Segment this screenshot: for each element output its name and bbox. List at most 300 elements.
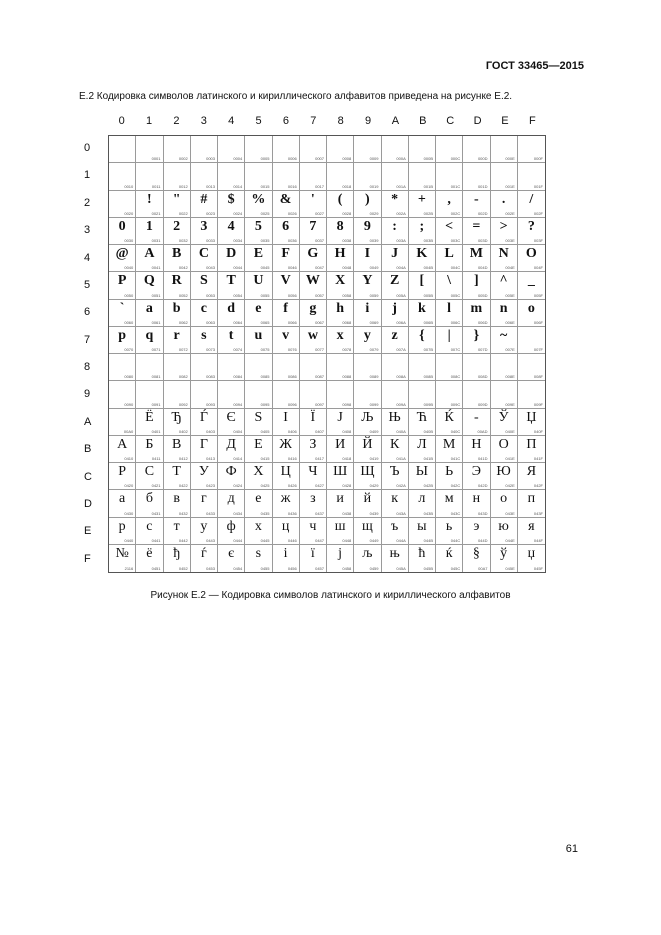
table-cell <box>273 545 300 572</box>
table-cell <box>273 327 300 354</box>
cell-code: 044A <box>396 537 406 543</box>
cell-code: 0453 <box>206 566 215 571</box>
table-cell <box>136 354 163 381</box>
row-headers <box>84 135 106 573</box>
cell-glyph: N <box>498 246 509 261</box>
cell-code: 007A <box>396 347 406 352</box>
cell-code: 0090 <box>124 401 134 407</box>
cell-glyph: l <box>447 300 452 316</box>
cell-code: 000D <box>477 156 488 162</box>
cell-code: 006F <box>533 319 543 325</box>
cell-code: 005C <box>450 292 461 298</box>
table-cell <box>354 218 381 245</box>
table-cell <box>463 409 490 436</box>
cell-code: 003D <box>477 238 488 243</box>
cell-code: 0065 <box>260 319 270 325</box>
table-cell <box>327 381 354 408</box>
cell-code: 0033 <box>206 238 215 243</box>
cell-code: 0404 <box>233 428 243 434</box>
cell-code: 0403 <box>206 428 215 434</box>
cell-glyph: > <box>499 218 508 234</box>
cell-code: 006C <box>450 319 461 325</box>
cell-code: 0060 <box>124 319 134 325</box>
table-cell <box>436 381 463 408</box>
cell-glyph: Љ <box>361 409 374 425</box>
table-cell <box>463 381 490 408</box>
table-cell <box>136 381 163 408</box>
cell-code: 0070 <box>124 347 134 352</box>
table-cell <box>191 163 218 190</box>
cell-code: 007F <box>533 347 543 352</box>
cell-glyph: m <box>470 300 483 316</box>
cell-code: 0099 <box>369 401 379 407</box>
table-cell <box>327 436 354 463</box>
cell-code: 0072 <box>178 347 188 352</box>
cell-code: 008D <box>477 374 488 380</box>
cell-glyph: ш <box>334 518 346 534</box>
table-cell <box>409 490 436 517</box>
table-cell <box>191 272 218 299</box>
cell-glyph: e <box>255 300 262 316</box>
cell-glyph: d <box>227 300 236 316</box>
cell-code: 0451 <box>151 566 161 571</box>
cell-code: 0441 <box>151 537 161 543</box>
cell-code: 0073 <box>206 347 215 352</box>
cell-code: 003F <box>533 238 543 243</box>
cell-glyph: w <box>307 327 318 343</box>
cell-glyph: - <box>474 191 479 207</box>
cell-glyph: . <box>501 191 506 207</box>
cell-glyph: = <box>472 218 481 234</box>
cell-code: 009C <box>450 401 461 407</box>
cell-code: 0028 <box>342 210 352 216</box>
table-cell <box>491 518 518 545</box>
cell-code: 007B <box>423 347 433 352</box>
table-cell <box>273 518 300 545</box>
cell-code: 0015 <box>260 183 270 189</box>
cell-glyph: ] <box>474 273 479 289</box>
table-cell <box>463 163 490 190</box>
table-cell <box>327 300 354 327</box>
cell-code: 042F <box>533 483 543 489</box>
cell-code: 0066 <box>287 319 297 325</box>
cell-code: 0068 <box>342 319 352 325</box>
row-header: A <box>84 415 92 428</box>
cell-glyph: Ј <box>337 409 343 425</box>
cell-code: 0440 <box>124 537 134 543</box>
cell-glyph: д <box>227 491 235 507</box>
column-header: 0 <box>118 115 125 127</box>
cell-code: 0019 <box>369 183 379 189</box>
cell-glyph: ь <box>445 518 453 534</box>
table-cell <box>382 300 409 327</box>
table-cell <box>136 409 163 436</box>
column-header: E <box>501 115 509 127</box>
table-cell <box>164 136 191 163</box>
cell-glyph: н <box>472 491 481 507</box>
cell-glyph: | <box>447 327 451 343</box>
cell-code: 0411 <box>151 456 161 461</box>
cell-code: 0413 <box>206 456 215 461</box>
cell-glyph: O <box>525 246 537 261</box>
cell-glyph: * <box>391 191 399 207</box>
cell-code: 009B <box>423 401 433 407</box>
cell-glyph: Ќ <box>444 409 454 425</box>
table-cell <box>273 163 300 190</box>
table-cell <box>136 245 163 272</box>
cell-code: 043E <box>505 510 515 516</box>
table-cell <box>327 518 354 545</box>
cell-code: 0446 <box>287 537 297 543</box>
cell-code: 0032 <box>178 238 188 243</box>
table-cell <box>354 245 381 272</box>
cell-glyph: x <box>336 327 344 343</box>
table-cell <box>354 436 381 463</box>
cell-glyph: 8 <box>336 218 344 234</box>
cell-glyph: и <box>336 491 344 507</box>
table-cell <box>273 354 300 381</box>
cell-code: 0057 <box>315 292 324 298</box>
table-cell <box>109 163 136 190</box>
cell-glyph: й <box>363 491 372 507</box>
cell-glyph: Я <box>526 464 537 479</box>
table-cell <box>327 218 354 245</box>
cell-code: 0093 <box>206 401 215 407</box>
cell-code: 0001 <box>151 156 161 162</box>
cell-glyph: Ф <box>225 464 237 479</box>
cell-glyph: 4 <box>227 218 235 234</box>
cell-code: 0080 <box>124 374 134 380</box>
cell-code: 008B <box>423 374 433 380</box>
cell-code: 001A <box>396 183 406 189</box>
table-cell <box>518 436 545 463</box>
cell-glyph: j <box>392 300 397 316</box>
table-cell <box>491 409 518 436</box>
cell-code: 0036 <box>287 238 297 243</box>
table-cell <box>109 354 136 381</box>
cell-glyph: Ш <box>333 464 348 479</box>
table-cell <box>409 136 436 163</box>
table-cell <box>327 327 354 354</box>
cell-code: 040E <box>505 428 515 434</box>
cell-glyph: + <box>417 191 426 207</box>
table-cell <box>354 490 381 517</box>
cell-glyph: X <box>335 273 346 289</box>
table-cell <box>382 409 409 436</box>
cell-glyph: L <box>444 246 454 261</box>
column-header: A <box>391 115 400 127</box>
cell-code: 004A <box>396 265 406 271</box>
cell-glyph: P <box>117 273 127 289</box>
cell-code: 0058 <box>342 292 352 298</box>
table-cell <box>191 327 218 354</box>
cell-code: 0445 <box>260 537 270 543</box>
cell-code: 0089 <box>369 374 379 380</box>
table-cell <box>327 409 354 436</box>
table-cell <box>109 136 136 163</box>
table-cell <box>436 300 463 327</box>
table-cell <box>109 436 136 463</box>
table-cell <box>164 354 191 381</box>
cell-glyph: v <box>282 327 290 343</box>
cell-code: 00A7 <box>478 566 488 571</box>
table-cell <box>518 381 545 408</box>
cell-glyph: Г <box>199 436 208 452</box>
cell-glyph: I <box>364 246 371 261</box>
cell-glyph: h <box>336 300 345 316</box>
character-code-table <box>108 135 546 573</box>
cell-code: 042A <box>396 483 406 489</box>
table-cell <box>164 272 191 299</box>
cell-code: 001C <box>450 183 461 189</box>
cell-code: 0458 <box>342 566 352 571</box>
table-cell <box>409 272 436 299</box>
table-cell <box>354 381 381 408</box>
cell-glyph: 5 <box>254 218 262 234</box>
table-cell <box>136 436 163 463</box>
table-cell <box>354 136 381 163</box>
table-cell <box>136 136 163 163</box>
cell-glyph: A <box>144 246 155 261</box>
table-cell <box>136 300 163 327</box>
table-cell <box>164 463 191 490</box>
table-cell <box>436 163 463 190</box>
table-cell <box>164 381 191 408</box>
cell-code: 0014 <box>233 183 243 189</box>
cell-code: 0091 <box>151 401 161 407</box>
cell-code: 0419 <box>369 456 379 461</box>
table-cell <box>327 163 354 190</box>
table-cell <box>164 490 191 517</box>
cell-code: 0092 <box>178 401 188 407</box>
cell-glyph: А <box>117 436 128 452</box>
cell-glyph: § <box>472 545 480 561</box>
intro-paragraph: Е.2 Кодировка символов латинского и кириллического алфавитов приведена на рисунке Е.2. <box>79 91 513 102</box>
cell-glyph: : <box>392 218 397 234</box>
cell-code: 0074 <box>233 347 243 352</box>
table-cell <box>273 409 300 436</box>
cell-glyph: a <box>145 300 153 316</box>
table-cell <box>245 218 272 245</box>
table-cell <box>218 272 245 299</box>
cell-glyph: З <box>309 436 317 452</box>
cell-glyph: t <box>228 327 234 343</box>
cell-glyph: E <box>253 246 264 261</box>
cell-glyph: щ <box>361 518 373 534</box>
cell-code: 0002 <box>178 156 188 162</box>
cell-glyph: љ <box>362 545 373 561</box>
table-cell <box>164 436 191 463</box>
cell-code: 006D <box>477 319 488 325</box>
table-cell <box>491 191 518 218</box>
cell-code: 0005 <box>260 156 270 162</box>
cell-glyph: Ё <box>145 409 154 425</box>
cell-code: 0405 <box>260 428 270 434</box>
cell-code: 0442 <box>178 537 188 543</box>
cell-code: 045A <box>396 566 406 571</box>
cell-code: 0021 <box>151 210 161 216</box>
table-cell <box>491 272 518 299</box>
table-cell <box>518 463 545 490</box>
table-cell <box>300 327 327 354</box>
cell-code: 0043 <box>206 265 215 271</box>
cell-glyph: n <box>499 300 508 316</box>
cell-code: 044C <box>450 537 461 543</box>
cell-glyph: Е <box>254 436 263 452</box>
cell-code: 006E <box>505 319 515 325</box>
cell-glyph: , <box>447 191 451 207</box>
table-cell <box>273 463 300 490</box>
cell-code: 044B <box>423 537 433 543</box>
table-cell <box>436 136 463 163</box>
table-cell <box>518 518 545 545</box>
cell-glyph: c <box>200 300 207 316</box>
table-cell <box>136 327 163 354</box>
table-cell <box>491 490 518 517</box>
cell-glyph: К <box>389 436 400 452</box>
cell-glyph: П <box>526 436 537 452</box>
cell-glyph: 7 <box>309 218 317 234</box>
page-number: 61 <box>565 843 578 855</box>
table-cell <box>409 327 436 354</box>
cell-code: 0041 <box>151 265 161 271</box>
column-header: 1 <box>146 115 153 127</box>
cell-glyph: u <box>254 327 263 343</box>
cell-glyph: г <box>201 491 207 507</box>
cell-glyph: " <box>172 191 181 207</box>
cell-code: 0046 <box>287 265 297 271</box>
cell-code: 005E <box>505 292 515 298</box>
table-cell <box>354 163 381 190</box>
cell-glyph: Ї <box>310 409 316 425</box>
cell-code: 0085 <box>260 374 270 380</box>
cell-code: 0054 <box>233 292 243 298</box>
cell-glyph: 2 <box>173 218 181 234</box>
cell-code: 0049 <box>369 265 379 271</box>
cell-glyph: k <box>417 300 426 316</box>
table-cell <box>164 300 191 327</box>
cell-code: 0097 <box>315 401 324 407</box>
cell-code: 0426 <box>287 483 297 489</box>
cell-glyph: п <box>527 491 536 507</box>
cell-code: 045C <box>450 566 461 571</box>
table-cell <box>463 545 490 572</box>
table-cell <box>245 191 272 218</box>
cell-glyph: ; <box>419 218 425 234</box>
table-cell <box>218 354 245 381</box>
cell-code: 001B <box>423 183 433 189</box>
cell-glyph: [ <box>419 273 425 289</box>
cell-code: 0047 <box>315 265 324 271</box>
cell-glyph: 1 <box>145 218 153 234</box>
cell-glyph: Ц <box>280 464 291 479</box>
cell-glyph: р <box>118 518 126 534</box>
cell-code: 040F <box>533 428 543 434</box>
cell-code: 004E <box>505 265 515 271</box>
table-cell <box>354 300 381 327</box>
table-cell <box>191 490 218 517</box>
cell-code: 0410 <box>124 456 134 461</box>
table-cell <box>382 191 409 218</box>
table-cell <box>300 354 327 381</box>
cell-code: 0037 <box>315 238 324 243</box>
cell-code: 0421 <box>151 483 161 489</box>
cell-code: 000C <box>450 156 461 162</box>
cell-glyph: # <box>200 191 208 207</box>
table-cell <box>109 327 136 354</box>
cell-code: 041B <box>423 456 433 461</box>
cell-code: 0030 <box>124 238 134 243</box>
cell-glyph: С <box>144 464 155 479</box>
cell-glyph: Р <box>118 464 127 479</box>
cell-code: 004C <box>450 265 461 271</box>
cell-glyph: b <box>172 300 181 316</box>
cell-code: 0084 <box>233 374 243 380</box>
cell-code: 0406 <box>287 428 297 434</box>
cell-glyph: 3 <box>200 218 208 234</box>
cell-code: 0075 <box>260 347 270 352</box>
table-cell <box>436 545 463 572</box>
cell-glyph: Х <box>253 464 264 479</box>
cell-glyph: ` <box>119 300 125 316</box>
cell-code: 0017 <box>315 183 324 189</box>
cell-code: 0444 <box>233 537 243 543</box>
cell-glyph: r <box>173 327 180 343</box>
cell-code: 0052 <box>178 292 188 298</box>
table-cell <box>518 327 545 354</box>
cell-glyph: $ <box>227 191 235 207</box>
cell-code: 0027 <box>315 210 324 216</box>
cell-glyph: Q <box>143 273 155 289</box>
cell-glyph: Ђ <box>171 409 182 425</box>
cell-glyph: М <box>442 436 456 452</box>
column-header: 4 <box>228 115 235 127</box>
table-cell <box>191 136 218 163</box>
table-cell <box>518 245 545 272</box>
cell-glyph: G <box>307 246 319 261</box>
cell-glyph: Д <box>226 436 236 452</box>
table-cell <box>109 272 136 299</box>
cell-glyph: Ю <box>496 464 511 479</box>
cell-glyph: б <box>145 491 153 507</box>
column-header: C <box>446 115 455 127</box>
table-cell <box>518 163 545 190</box>
table-cell <box>300 409 327 436</box>
cell-code: 0412 <box>178 456 188 461</box>
cell-glyph: ' <box>310 191 315 207</box>
table-cell <box>218 381 245 408</box>
cell-glyph: i <box>365 300 370 316</box>
table-cell <box>245 163 272 190</box>
table-cell <box>327 463 354 490</box>
table-cell <box>191 354 218 381</box>
cell-code: 002C <box>450 210 461 216</box>
table-cell <box>491 136 518 163</box>
cell-code: 0024 <box>233 210 243 216</box>
cell-glyph: з <box>310 491 316 507</box>
cell-glyph: ъ <box>391 518 399 534</box>
cell-code: 0431 <box>151 510 161 516</box>
cell-glyph: Ч <box>308 464 318 479</box>
cell-code: 0088 <box>342 374 352 380</box>
cell-code: 045F <box>533 566 543 571</box>
table-cell <box>164 409 191 436</box>
cell-code: 001D <box>477 183 488 189</box>
table-cell <box>382 436 409 463</box>
table-cell <box>109 518 136 545</box>
cell-code: 0026 <box>287 210 297 216</box>
cell-code: 0423 <box>206 483 215 489</box>
